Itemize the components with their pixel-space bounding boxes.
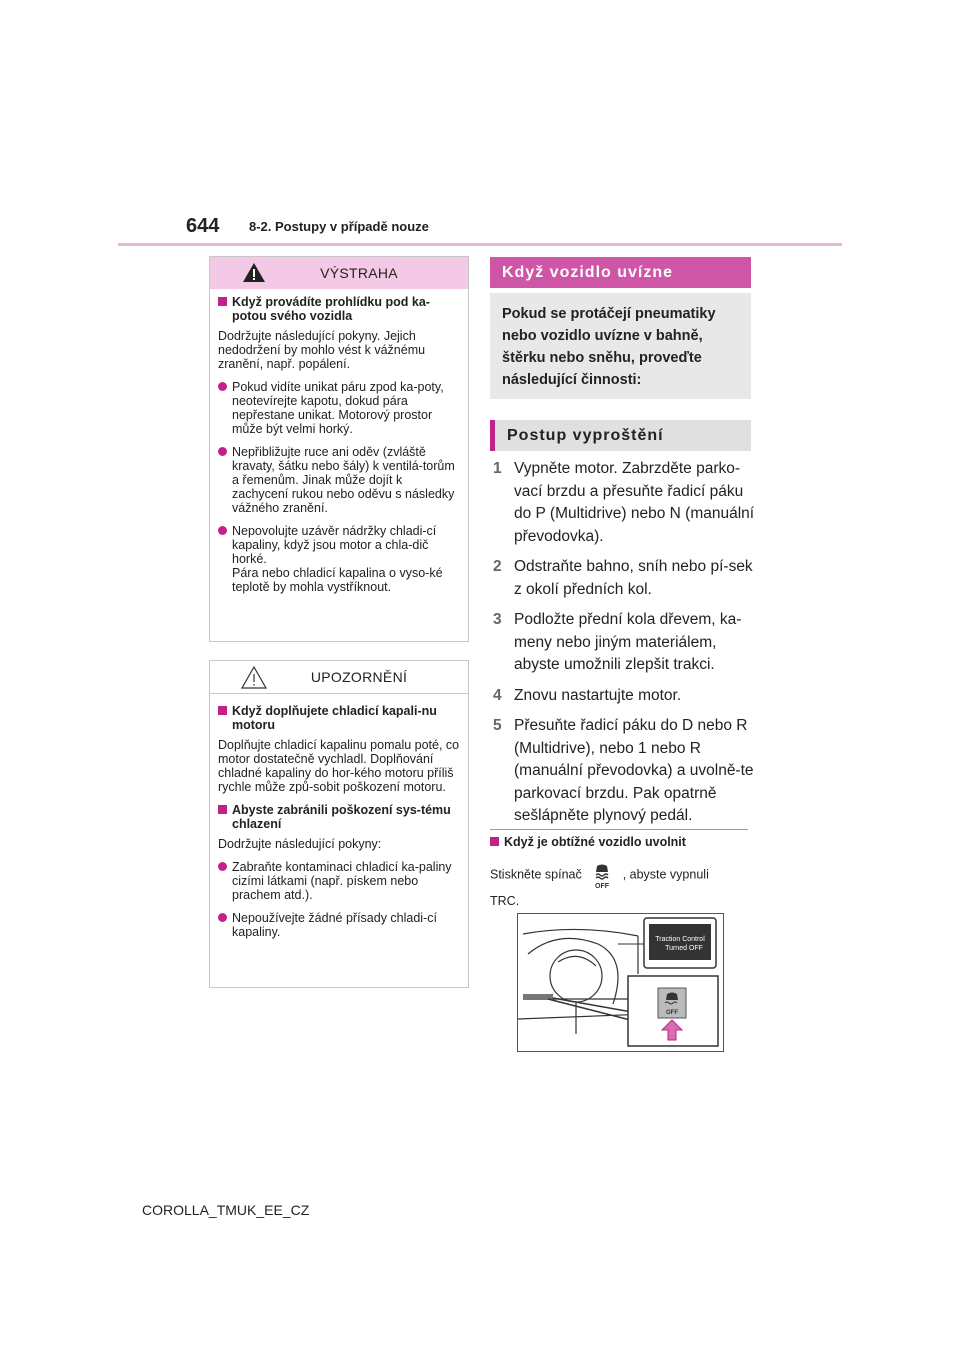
warning-bullet-continuation: Pára nebo chladicí kapalina o vyso-ké teplotě by mohla vystříknout. <box>232 566 443 594</box>
warning-intro: Dodržujte následující pokyny. Jejich nedodržení by mohlo vést k vážnému zranění, např. popálení. <box>218 329 426 371</box>
caution-text-2: Dodržujte následující pokyny: <box>218 837 382 851</box>
warning-bullet: Pokud vidíte unikat páru zpod ka-poty, neotevírejte kapotu, dokud pára nepřestane unikat. Motorový prostor může být velmi horký. <box>218 380 460 436</box>
warning-header <box>210 257 468 289</box>
bullet-dot-icon <box>218 913 227 922</box>
step-number: 3 <box>493 611 502 628</box>
display-text-line1: Traction Control <box>655 936 705 943</box>
bullet-dot-icon <box>218 447 227 456</box>
step-number: 5 <box>493 717 502 734</box>
square-bullet-icon <box>218 297 227 306</box>
caution-triangle-icon <box>228 666 280 690</box>
caution-box <box>209 660 469 988</box>
caution-bullet: Nepoužívejte žádné přísady chladi-cí kapaliny. <box>218 911 460 939</box>
step-number: 1 <box>493 460 502 477</box>
caution-title: UPOZORNĚNÍ <box>310 669 408 685</box>
header-divider <box>118 243 842 246</box>
button-off-label: OFF <box>666 1010 678 1016</box>
display-text-line2: Turned OFF <box>665 945 703 952</box>
caution-subheading-1: Když doplňujete chladicí kapali-nu motoru <box>218 704 460 732</box>
warning-bullet: Nepřibližujte ruce ani oděv (zvláště kravaty, šátku nebo šály) k ventilá-torům a řemenům. Jinak může dojít k zachycení rukou nebo oděvu s následky vážného zranění. <box>218 445 460 515</box>
warning-subheading: Když provádíte prohlídku pod ka-potou svého vozidla <box>218 295 460 323</box>
bullet-dot-icon <box>218 526 227 535</box>
section-title: 8-2. Postupy v případě nouze <box>249 219 429 234</box>
step-item <box>493 609 755 677</box>
bullet-dot-icon <box>218 862 227 871</box>
warning-box <box>209 256 469 642</box>
dashboard-illustration <box>517 913 724 1052</box>
warning-title: VÝSTRAHA <box>320 265 398 281</box>
step-text: Podložte přední kola dřevem, ka-meny nebo jiným materiálem, abyste umožnili zlepšit trakci. <box>514 611 742 673</box>
caution-text-1: Doplňujte chladicí kapalinu pomalu poté, co motor dostatečně vychladl. Doplňování chladné kapaliny do hor-kého motoru příliš rychle může způ-sobit poškození motoru. <box>218 738 460 794</box>
step-text: Odstraňte bahno, sníh nebo pí-sek z okolí předních kol. <box>514 558 753 598</box>
procedure-steps <box>493 458 755 836</box>
step-item <box>493 458 755 548</box>
caution-bullet: Zabraňte kontaminaci chladicí ka-paliny cizími látkami (např. pískem nebo prachem atd.). <box>218 860 460 902</box>
trc-off-switch-icon <box>588 861 616 889</box>
caution-header <box>210 661 468 694</box>
square-bullet-icon <box>218 706 227 715</box>
step-text: Přesuňte řadicí páku do D nebo R (Multidrive), nebo 1 nebo R (manuální převodovka) a uvolně-te parkovací brzdu. Pak opatrně sešlápněte plynový pedál. <box>514 717 754 824</box>
bullet-dot-icon <box>218 382 227 391</box>
intro-box: Pokud se protáčejí pneumatiky nebo vozidlo uvízne v bahně, štěrku nebo sněhu, proveďte následující činnosti: <box>490 293 751 399</box>
square-bullet-icon <box>218 805 227 814</box>
footer-code: COROLLA_TMUK_EE_CZ <box>142 1202 310 1218</box>
warning-bullet: Nepovolujte uzávěr nádržky chladi-cí kapaliny, když jsou motor a chla-dič horké. <box>218 524 460 566</box>
warning-triangle-icon <box>228 262 280 284</box>
note-text: Stiskněte spínač OFF , abyste vypnuli TRC. <box>490 861 740 913</box>
note-divider <box>490 829 748 830</box>
step-text: Vypněte motor. Zabrzděte parko-vací brzdu a přesuňte řadicí páku do P (Multidrive) nebo N (manuální převodovka). <box>514 460 755 545</box>
square-bullet-icon <box>490 837 499 846</box>
note-title: Když je obtížné vozidlo uvolnit <box>490 835 686 849</box>
svg-text:OFF: OFF <box>595 883 610 889</box>
procedure-banner: Postup vyproštění <box>490 420 751 451</box>
step-item <box>493 556 755 601</box>
step-number: 4 <box>493 686 502 704</box>
step-item <box>493 685 755 708</box>
section-banner-stuck: Když vozidlo uvízne <box>490 257 751 288</box>
step-item <box>493 715 755 828</box>
step-text: Znovu nastartujte motor. <box>514 686 682 704</box>
page-number: 644 <box>186 215 220 237</box>
caution-subheading-2: Abyste zabránili poškození sys-tému chlazení <box>218 803 460 831</box>
step-number: 2 <box>493 558 502 575</box>
